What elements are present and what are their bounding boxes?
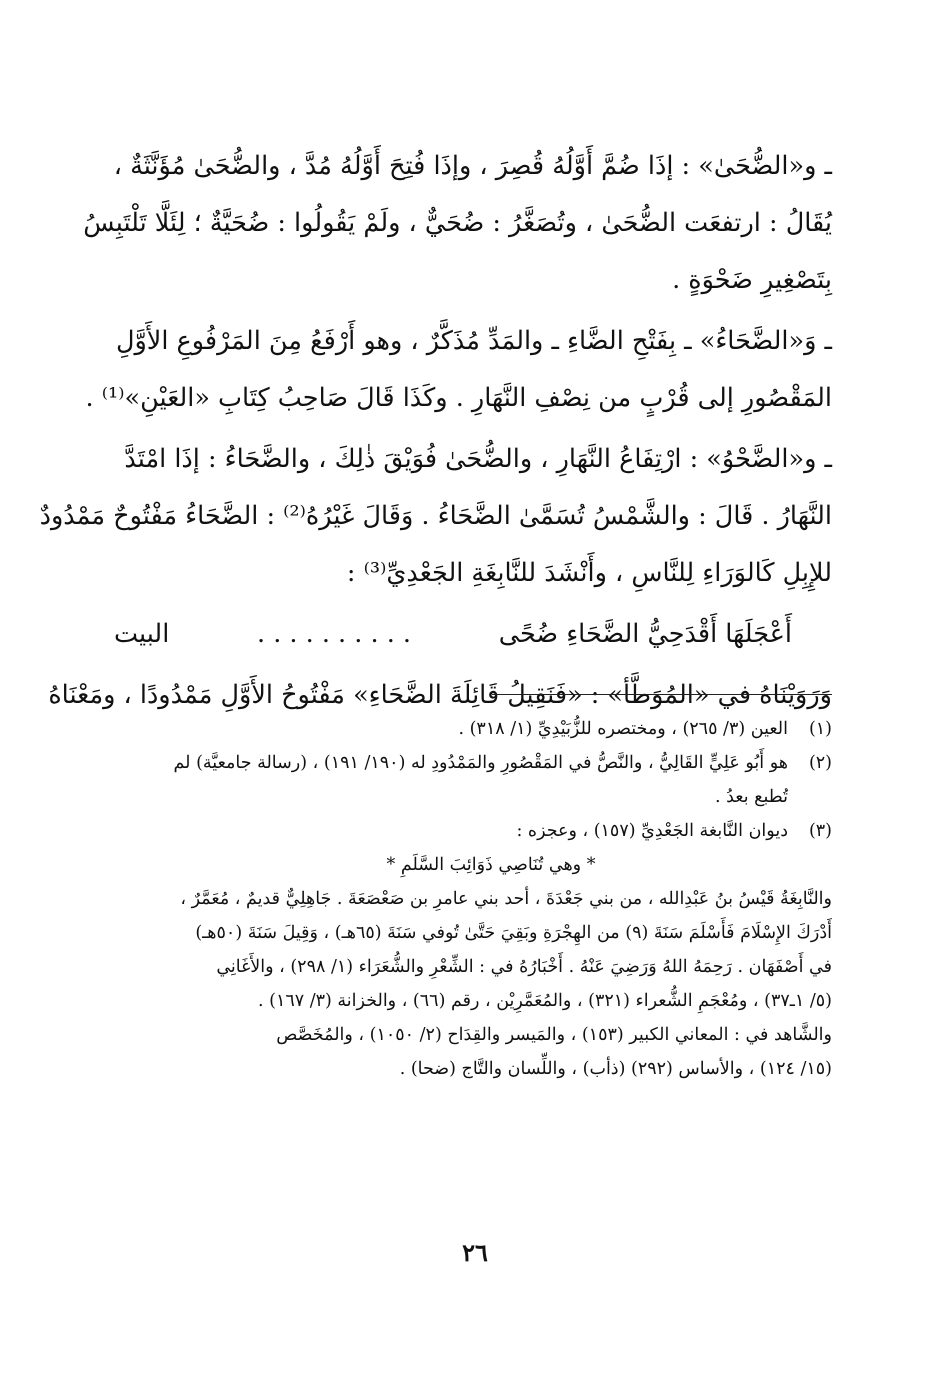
poetry-verse [110,606,832,663]
footnote-line: ديوان النَّابغة الجَعْدِيِّ (١٥٧) ، وعجزه : [516,821,788,841]
footnote-divider [492,694,832,695]
footnote-1 [110,712,832,746]
footnote-line: العين (٣/ ٢٦٥) ، ومختصره للزُّبَيْدِيِّ (١/ ٣١٨) . [458,719,788,739]
text-line: النَّهَارُ . قَالَ : والشَّمْسُ تُسَمَّىٰ الضَّحَاءُ . وَقَالَ غَيْرُهُ⁽²⁾ : الضَّحَاءُ مَفْتُوحٌ مَمْدُودٌ [39,501,832,531]
footnote-line: أَدْرَكَ الإِسْلَامَ فَأَسْلَمَ سَنَةَ (٩) من الهِجْرَةِ وبَقِيَ حَتَّىٰ تُوفي سَنَةَ (٦٥هـ) ، وَقِيلَ سَنَةَ (٥٠هـ) [195,923,832,943]
verse-first-hemistich: أَعْجَلَهَا أَقْدَحِيُّ الضَّحَاءِ ضُحًى [498,619,792,649]
text-line: المَقْصُورِ إلى قُرْبٍ من نِصْفِ النَّهَارِ . وكَذَا قَالَ صَاحِبُ كِتَابِ «العَيْنِ»⁽¹⁾ . [85,383,832,413]
text-line: ـ و«الضُّحَىٰ» : إذَا ضُمَّ أَوَّلُهُ قُصِرَ ، وإذَا فُتِحَ أَوَّلُهُ مُدَّ ، والضُّحَىٰ مُؤَنَّثَةٌ ، [113,151,832,181]
footnote-2 [110,746,832,814]
text-line: ـ وَ«الضَّحَاءُ» ـ بِفَتْحِ الضَّاءِ ـ والمَدِّ مُذَكَّرٌ ، وهو أَرْفَعُ مِنَ المَرْفُوعِ الأَوَّلِ [115,326,832,356]
verse-ellipsis: . . . . . . . . . . [257,619,412,649]
paragraph-dahaa [85,313,832,427]
footnote-number: (٢) [808,753,832,773]
text-line: يُقَالُ : ارتفعَت الضُّحَىٰ ، وتُصَغَّرُ : ضُحَيٌّ ، ولَمْ يَقُولُوا : ضُحَيَّةٌ ؛ لِئَلَّا تَلْتَبِسُ [83,208,832,238]
footnote-line: (١٥/ ١٢٤) ، والأساس (٢٩٢) (ذأب) ، واللِّسان والتَّاج (ضحا) . [399,1059,832,1079]
footnote-text [110,814,788,848]
text-line: وَرَوَيْنَاهُ في «المُوَطَّأ» : «فَنَقِيلُ قَائِلَةَ الضَّحَاءِ» مَفْتُوحُ الأَوَّلِ مَمْدُودًا ، ومَعْنَاهُ [48,680,832,710]
main-text [39,138,832,728]
page-number: ٢٦ [462,1238,488,1267]
footnote-number: (٣) [808,821,832,841]
footnote-line: في أَصْفَهَان . رَحِمَهُ اللهُ وَرَضِيَ عَنْهُ . أَخْبَارُهُ في : الشِّعْرِ والشُّعَرَاء (١/ ٢٩٨) ، والأَغَانِي [216,957,832,977]
footnote-verse: * وهي تُنَاصِي ذَوَائِبَ السَّلَمِ * [386,855,596,875]
text-line: بِتَصْغِيرِ ضَحْوَةٍ . [672,265,832,295]
verse-bayt-label: البيت [114,619,170,649]
text-line: للإِبِلِ كَالوَرَاءِ لِلنَّاسِ ، وأَنْشَدَ للنَّابِغَةِ الجَعْدِيِّ⁽³⁾ : [346,558,832,588]
footnote-text [110,712,788,746]
footnote-number: (١) [808,719,832,739]
footnote-line: والنَّابِغَةُ قَيْسُ بنُ عَبْدِالله ، من بني جَعْدَةَ ، أحد بني عامرِ بن صَعْصَعَةَ . جَاهِلِيٌّ قديمٌ ، مُعَمَّرٌ ، [180,889,832,909]
footnote-line: هو أَبُو عَلِيٍّ القَالِيُّ ، والنَّصُّ في المَقْصُورِ والمَمْدُودِ له (١٩٠/ ١٩١) ، (رسالة جامعيَّة) لم [173,753,788,773]
footnote-3 [110,814,832,848]
footnote-line: والشَّاهد في : المعاني الكبير (١٥٣) ، والمَيسر والقِدَاح (٢/ ١٠٥٠) ، والمُخَصَّص [276,1025,832,1045]
footnote-line: (٥/ ١ـ٣٧) ، ومُعْجَمِ الشُّعراء (٣٢١) ، والمُعَمَّرِيْن ، رقم (٦٦) ، والخزانة (٣/ ١٦٧) . [258,991,832,1011]
footnote-text [110,746,788,814]
footnote-line: تُطبع بعدُ . [714,787,788,807]
text-line: ـ و«الضَّحْوُ» : ارْتِفَاعُ النَّهَارِ ، والضُّحَىٰ فُوَيْقَ ذٰلِكَ ، والضَّحَاءُ : إذَا امْتَدَّ [124,444,832,474]
paragraph-duha [83,138,832,309]
footnote-3-continuation [110,882,832,1086]
paragraph-dahw [39,431,832,602]
footnotes [110,712,832,1086]
